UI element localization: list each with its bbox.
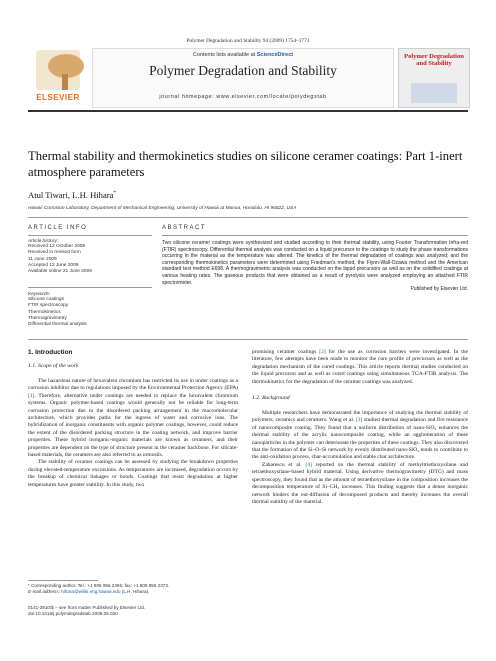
journal-title: Polymer Degradation and Stability <box>149 63 337 78</box>
footnote-rule <box>28 580 98 581</box>
citation-link[interactable]: [1] <box>28 392 35 399</box>
history-item: Received in revised form <box>28 250 81 256</box>
divider <box>28 217 468 218</box>
history-item: 11 June 2009 <box>28 256 57 262</box>
paragraph: Multiple researchers have demonstrated the importance of studying the thermal stability of polymers, ceramics and ceramers. Wang et al. [3] studied thermal degradation and fire resistance of nanocomposite coating. They found that a uniform distribution of nano-SiO₂ enhances the thermal stability of the acrylic nanocomposite coating, while an agglomeration of these nanoparticles in the polymer can deteriorate the properties of these coatings. They also discovered that the formation of the Si–O–Si network by evenly distributed nano-SiO₂ tends to contribute to the anti-oxidation process, char-accumulation and stable char architecture. <box>252 410 468 461</box>
history-label: Article history: <box>28 239 59 244</box>
history-item: Received 12 October 2008 <box>28 244 86 249</box>
abstract-publisher: Published by Elsevier Ltd. <box>410 286 468 293</box>
subsection-heading: 1.1. Scope of the work <box>28 363 79 369</box>
section-heading: 1. Introduction <box>28 349 73 356</box>
right-column <box>252 349 468 506</box>
paragraph: Zaharescu et al. [4] reported on the thermal stability of methyltriethoxysilane and tetraethoxysilane-based hybrid material. Using derivative thermogravimetry (DTG) and mass spectroscopy, they found that as the amount of tetraethoxysilane in the composition increases the decomposition temperature of Si–CH₃ increases. This finding suggests that a dense inorganic network hinders the out-diffusion of decomposed products and thereby increases the overall thermal stability of the material. <box>252 461 468 505</box>
paragraph: The stability of ceramer coatings can be assessed by studying the breakdown properties during elevated-temperature excursions. As temperatures are increased, degradation occurs by the breakup of chemical linkages or bonds. Coatings that resist degradation at higher temperatures have greater stability. In this study, two <box>28 459 238 488</box>
affiliation: Hawaii Corrosion Laboratory, Department of Mechanical Engineering, University of Hawaii at Manoa, Honolulu, HI 96822, USA <box>28 206 297 211</box>
elsevier-logo <box>28 48 88 106</box>
authors: Atul Tiwari, L.H. Hihara* <box>28 190 116 200</box>
masthead-rule <box>28 110 468 112</box>
history-item: Available online 21 June 2009 <box>28 269 92 275</box>
article-history <box>28 239 152 275</box>
subsection-heading: 1.2. Background <box>252 395 290 402</box>
abstract-body: Two silicone ceramer coatings were synthesized and studied according to their thermal stability, using Fourier Transformation Infra-red (FTIR) spectroscopy. Differential thermal analysis was conducted on a liquid precursor to the coatings to study the phase transformations occurring in the material as the temperature was altered. The kinetics of the thermal degradation of coatings was analyzed; and the corresponding thermokinetics parameters were determined using Friedman's method, the Flynn-Wall-Ozawa method and the American standard test method E698. A thermogravimetric analysis was conducted on the liquid precursors as well as on the solidified coatings at various heating rates. The gaseous products that were obtained as a result of pyrolysis were analyzed employing an attached FTIR spectrometer. Published by Elsevier Ltd. <box>162 240 468 293</box>
divider <box>28 339 468 340</box>
author-mark: * <box>113 191 116 197</box>
keyword-item: Thermokinetics <box>28 309 61 315</box>
keyword-item: Silicone coatings <box>28 297 64 302</box>
divider <box>28 287 152 288</box>
citation-link[interactable]: [2] <box>319 349 326 355</box>
citation-link[interactable]: [3] <box>355 417 363 424</box>
contents-line: Contents lists available at ScienceDirect <box>192 52 294 58</box>
journal-cover-image <box>398 48 470 108</box>
keyword-item: FTIR spectroscopy <box>28 303 69 309</box>
paragraph: The hazardous nature of hexavalent chromium has restricted its use in under coatings as a corrosion inhibitor due to regulations imposed by the Environmental Protection Agency (EPA) [1]. Therefore, alternative under coatings are needed to replace the hexavalent chromium systems. Organic polymer-based coatings would generally not be reliable for long-term corrosion protection due to the disordered packing arrangement in the macromolecular architecture, which provides paths for the ingress of water and corrosive ions. The hybridization of inorganic constituents with organic polymer coatings, however, could reduce the extent of the disordered packing structure in the coating network, and improve barrier properties. These hybrid inorganic-organic materials are known as ceramers, and their properties are dependent on the type of structure present in the ceramer backbone. For silicate-based materials, the ceramers are also referred to as ormosils. <box>28 378 238 459</box>
tree-logo-icon <box>36 50 80 90</box>
article-title: Thermal stability and thermokinetics studies on silicone ceramer coatings: Part 1-inert atmosphere parameters <box>28 149 463 179</box>
divider <box>28 235 152 236</box>
divider <box>162 235 468 236</box>
history-item: Accepted 12 June 2009 <box>28 262 79 268</box>
keyword-item: Thermogravimetry <box>28 315 67 321</box>
journal-reference: Polymer Degradation and Stability 94 (2009) 1754–1771 <box>186 38 310 44</box>
publisher-logo-text: ELSEVIER <box>36 93 80 102</box>
paragraph: promising ceramer coatings [2] for the use as corrosion barriers were investigated. In the literature, few attempts have been made to monitor the cure profile of precursors as well as the degradation mechanism of the cured coatings. This article reports thermal studies conducted on the liquid precursor and as well as cured coatings using simultaneous TGA-FTIR analysis. The thermokinetics for the degradation of the ceramer coatings was analyzed. <box>252 349 468 385</box>
abstract-heading: ABSTRACT <box>162 225 207 231</box>
issn: 0141-3910/$ – see front matter Published by Elsevier Ltd. <box>28 605 146 610</box>
left-column <box>28 349 238 489</box>
keywords-label: Keywords: <box>28 292 51 297</box>
email-link[interactable]: hihara@wiliki.eng.hawaii.edu <box>61 589 121 594</box>
citation-link[interactable]: [4] <box>305 461 312 468</box>
footnote <box>28 583 238 595</box>
journal-homepage-link[interactable]: journal homepage: www.elsevier.com/locate/polydegstab <box>159 94 327 100</box>
footnote-author: * Corresponding author. Tel.: +1 808 956 2365; fax: +1 808 956 2373. <box>28 583 170 588</box>
doi: doi:10.1016/j.polymdegradstab.2009.06.030 <box>28 611 118 616</box>
keywords <box>28 292 152 328</box>
front-matter <box>28 605 238 617</box>
masthead <box>28 48 468 106</box>
keyword-item: Differential thermal analysis <box>28 322 87 328</box>
cover-panel <box>411 83 457 103</box>
footnote-email-line: E-mail address: hihara@wiliki.eng.hawaii.edu (L.H. Hihara). <box>28 589 150 594</box>
article-info-heading: ARTICLE INFO <box>28 225 88 231</box>
cover-title: Polymer Degradation and Stability <box>404 53 464 67</box>
masthead-center <box>92 48 394 108</box>
sciencedirect-link[interactable]: ScienceDirect <box>256 52 294 58</box>
